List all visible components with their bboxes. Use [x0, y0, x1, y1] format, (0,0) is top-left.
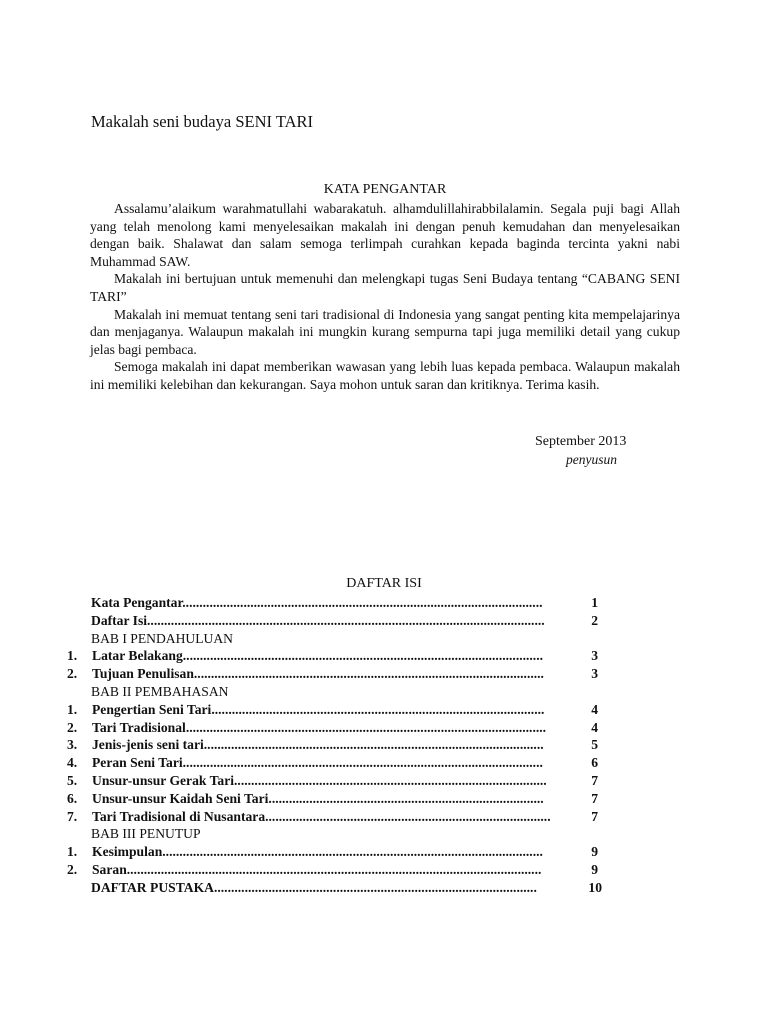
toc-entry-label: Kesimpulan	[92, 844, 163, 860]
toc-entry	[0, 772, 768, 790]
toc-entry-number: 6.	[67, 790, 78, 806]
signoff-date: September 2013	[535, 434, 627, 449]
toc-entry-number: 1.	[67, 648, 78, 664]
toc-entry-text	[91, 612, 591, 630]
toc-entry-text	[92, 843, 591, 861]
toc-page-number: 6	[591, 755, 598, 771]
foreword-body	[90, 200, 680, 394]
toc-entry-text	[92, 736, 591, 754]
toc-entry-number: 2.	[67, 666, 78, 682]
toc-leader-dots: ..........................................................................................................	[182, 648, 543, 664]
toc-entry-label: DAFTAR PUSTAKA	[91, 879, 214, 895]
toc-entry-label: Unsur-unsur Gerak Tari	[92, 772, 235, 788]
toc-page-number: 9	[591, 844, 598, 860]
toc-entry	[0, 612, 768, 630]
toc-entry-text	[92, 861, 591, 879]
toc-entry	[0, 843, 768, 861]
toc-leader-dots: ..................................................................................................	[211, 701, 545, 717]
toc-page-number: 5	[591, 737, 598, 753]
toc-entry-text	[92, 647, 591, 665]
toc-entry-label: Tujuan Penulisan	[92, 666, 194, 682]
toc-leader-dots: ..........................................................................................................	[182, 755, 543, 771]
toc-entry	[0, 701, 768, 719]
foreword-paragraph: Assalamu’alaikum warahmatullahi wabarakatuh. alhamdulillahirabbilalamin. Segala puji bagi Allah yang telah menolong kami menyelesaikan makalah ini dengan penuh kemudahan dan menyelesaikan dengan baik. Shalawat dan salam semoga terlimpah curahkan kepada baginda tercinta yakni nabi Muhammad SAW.	[90, 201, 680, 269]
toc-entry-label: Pengertian Seni Tari	[92, 701, 212, 717]
toc-page-number: 3	[591, 648, 598, 664]
foreword-heading: KATA PENGANTAR	[323, 182, 447, 197]
toc-leader-dots: ..........................................................................................................	[182, 595, 543, 610]
toc-entry	[0, 665, 768, 683]
toc-entry-text	[92, 808, 591, 826]
toc-entry-label: Tari Tradisional di Nusantara	[92, 808, 266, 824]
toc-entry-number: 3.	[67, 737, 78, 753]
toc-entry-label: Jenis-jenis seni tari	[92, 737, 204, 753]
toc-entry-text	[92, 665, 591, 683]
toc-page-number: 2	[591, 612, 598, 628]
toc-entry	[0, 647, 768, 665]
toc-entry-number: 2.	[67, 861, 78, 877]
toc-entry	[0, 808, 768, 826]
toc-section-heading	[0, 683, 768, 701]
toc-page-number: 9	[591, 861, 598, 877]
toc-entry	[0, 861, 768, 879]
toc-page-number: 4	[591, 719, 598, 735]
toc-leader-dots: ..........................................................................................................................	[126, 861, 542, 877]
toc-entry-text	[92, 701, 591, 719]
foreword-paragraph: Makalah ini memuat tentang seni tari tradisional di Indonesia yang sangat penting kita mempelajarinya dan menjaganya. Walaupun makalah ini mungkin kurang sempurna tapi juga memiliki detail yang cukup jelas bagi pembaca.	[90, 306, 680, 357]
toc-page-number: 3	[591, 666, 598, 682]
toc-entry-text	[91, 879, 588, 897]
toc-leader-dots: .................................................................................	[268, 790, 544, 806]
toc-entry-text	[92, 754, 591, 772]
foreword-paragraph: Makalah ini bertujuan untuk memenuhi dan melengkapi tugas Seni Budaya tentang “CABANG SENI TARI”	[90, 271, 680, 304]
signoff-author: penyusun	[566, 452, 617, 467]
toc-entry	[0, 719, 768, 737]
toc-leader-dots: .......................................................................................................	[193, 666, 544, 682]
toc-entry-label: Peran Seni Tari	[92, 755, 183, 771]
toc-leader-dots: ....................................................................................................	[203, 737, 544, 753]
toc-section-heading	[0, 630, 768, 648]
toc-entry	[0, 736, 768, 754]
toc-leader-dots: ..........................................................................................................	[185, 719, 547, 735]
toc-section-heading	[0, 825, 768, 843]
toc-page-number: 4	[591, 701, 598, 717]
toc-entry	[0, 790, 768, 808]
toc-entry-number: 5.	[67, 772, 78, 788]
toc-page-number: 1	[591, 595, 598, 610]
toc-leader-dots: ................................................................................................................	[162, 844, 543, 860]
toc-entry-label: Daftar Isi	[91, 612, 148, 628]
toc-entry-text	[91, 683, 228, 701]
toc-page-number: 7	[591, 772, 598, 788]
toc-entry	[0, 594, 768, 612]
foreword-paragraph: Semoga makalah ini dapat memberikan wawasan yang lebih luas kepada pembaca. Walaupun makalah ini memiliki kelebihan dan kekurangan. Saya mohon untuk saran dan kritiknya. Terima kasih.	[90, 359, 680, 392]
toc-entry-label: Tari Tradisional	[92, 719, 186, 735]
toc-entry-number: 7.	[67, 808, 78, 824]
toc-page-number: 10	[588, 879, 602, 895]
document-title: Makalah seni budaya SENI TARI	[91, 112, 313, 131]
toc-leader-dots: ............................................................................................	[234, 772, 547, 788]
toc-entry-number: 1.	[67, 844, 78, 860]
toc-entry	[0, 754, 768, 772]
toc-entry-text	[92, 790, 591, 808]
toc-entry-text	[91, 630, 233, 648]
toc-entry	[0, 879, 768, 897]
toc-leader-dots: .....................................................................................................................	[147, 612, 545, 628]
toc-page-number: 7	[591, 808, 598, 824]
toc-entry-label: Latar Belakang	[92, 648, 183, 664]
toc-entry-label: Unsur-unsur Kaidah Seni Tari	[92, 790, 269, 806]
toc-leader-dots: ....................................................................................	[265, 808, 551, 824]
toc-entry-number: 2.	[67, 719, 78, 735]
toc-entry-label: BAB II PEMBAHASAN	[91, 683, 229, 699]
toc-entry-text	[91, 825, 201, 843]
toc-entry-number: 4.	[67, 755, 78, 771]
toc-page-number: 7	[591, 790, 598, 806]
toc-entry-label: BAB III PENUTUP	[91, 826, 201, 842]
toc-heading: DAFTAR ISI	[346, 576, 422, 591]
toc-entry-label: Saran	[92, 861, 127, 877]
toc-entry-label: Kata Pengantar	[91, 595, 183, 610]
toc-entry-number: 1.	[67, 701, 78, 717]
toc-entry-label: BAB I PENDAHULUAN	[91, 630, 233, 646]
toc-entry-text	[92, 772, 591, 790]
toc-leader-dots: ...............................................................................................	[213, 879, 537, 895]
toc-entry-text	[91, 594, 591, 612]
toc-entry-text	[92, 719, 591, 737]
table-of-contents	[0, 594, 768, 897]
